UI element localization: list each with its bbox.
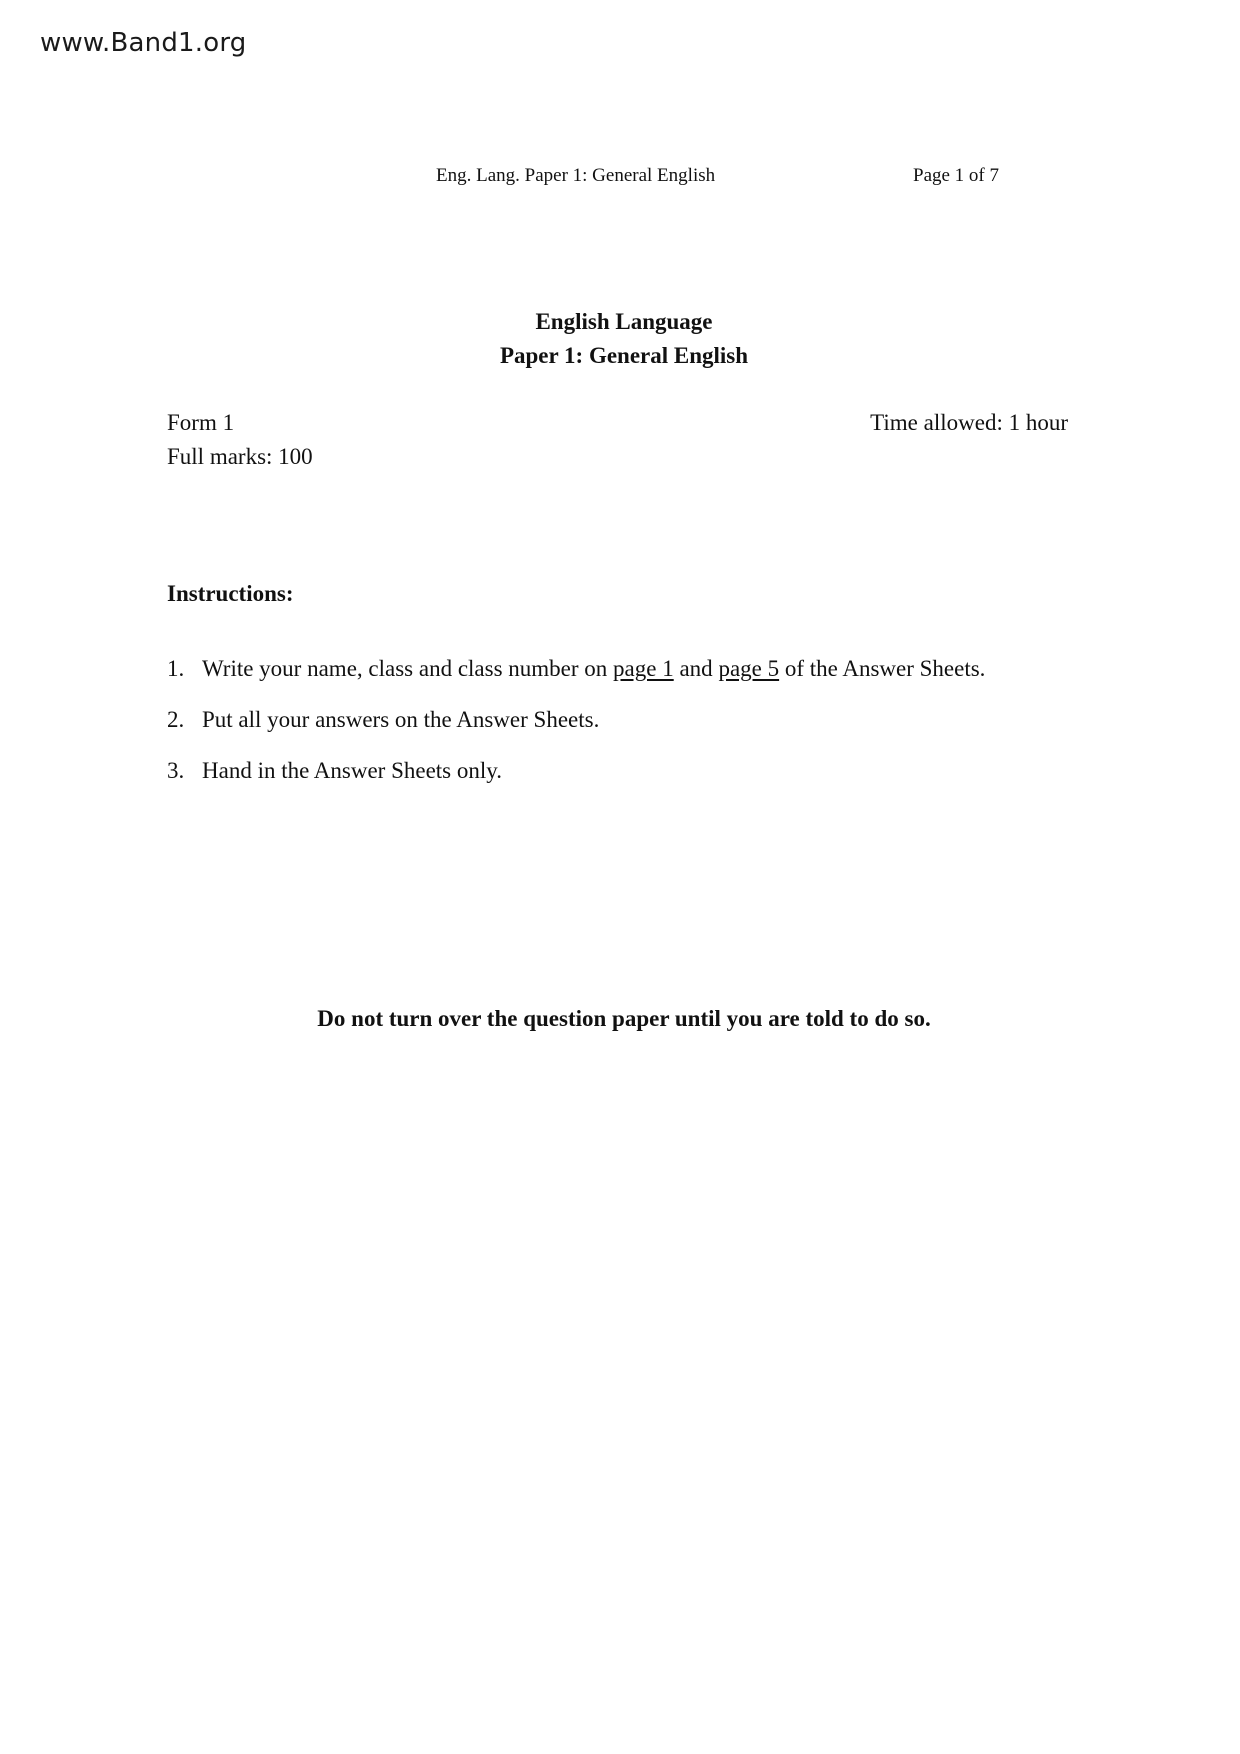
instruction-item — [167, 656, 985, 707]
document-title: English Language — [535, 309, 713, 334]
watermark-url: www.Band1.org — [40, 28, 247, 58]
instructions-list — [167, 656, 985, 809]
instruction-number: 3. — [167, 758, 185, 783]
page-5-reference: page 5 — [718, 656, 780, 681]
closing-note: Do not turn over the question paper until you are told to do so. — [317, 1006, 931, 1031]
page-number: Page 1 of 7 — [913, 165, 1000, 186]
instruction-number: 1. — [167, 656, 185, 681]
full-marks: Full marks: 100 — [167, 444, 313, 469]
time-allowed: Time allowed: 1 hour — [870, 410, 1068, 435]
instruction-item — [167, 758, 985, 809]
instruction-number: 2. — [167, 707, 185, 732]
instruction-text: Write your name, class and class number on page 1 and page 5 of the Answer Sheets. — [202, 656, 986, 681]
document-subtitle: Paper 1: General English — [499, 343, 749, 368]
page-1-reference: page 1 — [613, 656, 674, 681]
instruction-text: Hand in the Answer Sheets only. — [202, 758, 503, 783]
instructions-heading: Instructions: — [167, 581, 294, 606]
instruction-item — [167, 707, 985, 758]
running-header-title: Eng. Lang. Paper 1: General English — [436, 165, 716, 186]
form-level: Form 1 — [167, 410, 235, 435]
instruction-text: Put all your answers on the Answer Sheets. — [202, 707, 600, 732]
